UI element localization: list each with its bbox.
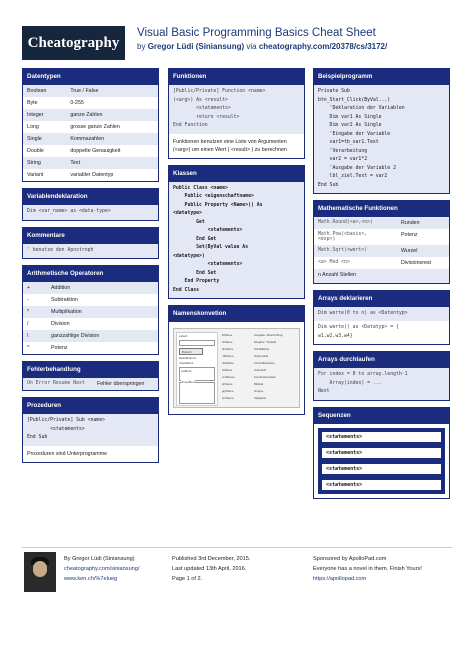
cheatography-logo[interactable]: Cheatography [22, 26, 125, 60]
table-row [314, 217, 449, 229]
cell: * [23, 306, 47, 318]
cell: Integer [23, 109, 66, 121]
section-funktionen [168, 68, 305, 159]
code-block: ' benutze den Apostroph [23, 244, 158, 259]
section-title: Variablendeklaration [23, 188, 158, 205]
sequence-diagram [318, 428, 445, 494]
thumb-text: Taktgeber [254, 396, 267, 400]
section-title: Mathematische Funktionen [314, 200, 449, 217]
cell: / [23, 318, 47, 330]
table-row [23, 133, 158, 145]
thumb-text: Eingabe / Textfeld [254, 340, 277, 344]
footer-profile-link[interactable]: cheatography.com/siniansung/ [64, 566, 140, 572]
column-1 [22, 68, 159, 469]
thumb-text: tmrName [222, 396, 234, 400]
thumb-text: lstName [222, 368, 233, 372]
section-datentypen [22, 68, 159, 182]
code-block: For index = 0 to array.length-1 Array(index) = ... Next [314, 368, 449, 400]
thumb-groupbox: GroupBox1 [179, 382, 215, 404]
code-block: [Public/Private] Sub <name> <statements> End Sub [23, 414, 158, 446]
footer-sponsor-name[interactable]: Sponsored by ApolloPad.com [313, 556, 387, 562]
code-block: Public Class <name> Public <eigenschaftname> Public Property <Name>() As <datatype> Get <statements> End Get Set(ByVal value As <datatype>) <statements> End Set End Property End Class [169, 182, 304, 299]
thumb-text: Listenfeld [254, 368, 266, 372]
section-fehlerbehandlung [22, 361, 159, 391]
section-prozeduren [22, 397, 159, 463]
footer-sponsor [313, 554, 422, 584]
code-block: Dim werte() as <Datatyp> = { w1,w2,w3,w4} [314, 321, 449, 344]
cell: - [23, 294, 47, 306]
table-row [23, 157, 158, 169]
thumb-listbox: ListBox1 [179, 367, 215, 381]
cell: Math.Sqrt(<wert>) [314, 245, 397, 257]
section-title: Sequenzen [314, 407, 449, 424]
table-row [23, 342, 158, 354]
footer-page: Page 1 of 2. [172, 576, 203, 582]
column-3 [313, 68, 450, 505]
cell: ganzzahlige Division [47, 330, 158, 342]
byline [137, 42, 387, 51]
thumb-label: CheckBox1 [179, 361, 194, 365]
thumb-button: Button1 [179, 348, 203, 355]
footer-updated: Last updated 13th April, 2016. [172, 566, 247, 572]
code-block: Private Sub btn_Start_Click(ByVal...) 'Deklaration der Variablen Dim var1 As Single Dim var2 As Single 'Eingabe der Variable var1=tb_var1.Text 'Verarbeitung var2 = var1*2 'Ausgabe der Variable 2 lbl_ziel.Text = var2 End Sub [314, 85, 449, 193]
cell: Addition [47, 282, 158, 294]
thumb-text: lblName [222, 333, 233, 337]
footer-divider [22, 547, 452, 548]
fehler-table [23, 378, 158, 390]
thumb-text: Optionsfeld [254, 354, 269, 358]
operatoren-table [23, 282, 158, 354]
author-avatar[interactable] [24, 552, 56, 592]
cell: Divisionsrest [397, 257, 449, 269]
cell: Single [23, 133, 66, 145]
section-note: Funktionen benutzen eine Liste von Argumenten (<arg>) um einen Wert ( <result> ) zu berechnen [169, 134, 304, 158]
footer-website-link[interactable]: www.ken.ch/%7elueg [64, 576, 118, 582]
cell: doppelte Genauigkeit [66, 145, 158, 157]
form-preview [176, 332, 218, 406]
thumb-text: pbName [222, 382, 233, 386]
thumb-text: Kontrollkästchen [254, 361, 275, 365]
section-title: Funktionen [169, 68, 304, 85]
cell: Wurzel [397, 245, 449, 257]
cell: Runden [397, 217, 449, 229]
thumb-text: Gruppe [254, 389, 264, 393]
table-row [23, 97, 158, 109]
footer-author [64, 554, 139, 584]
cell: Math.Pow(<basis>, <exp>) [314, 229, 397, 245]
via-text: via [246, 42, 257, 51]
cell: On Error Resume Next [23, 378, 93, 390]
section-title: Klassen [169, 165, 304, 182]
cell: Division [47, 318, 158, 330]
section-sequenzen [313, 407, 450, 499]
cell: ^ [23, 342, 47, 354]
thumb-text: chkName [222, 361, 234, 365]
section-beispielprogramm [313, 68, 450, 194]
table-row [23, 109, 158, 121]
table-row [23, 85, 158, 97]
footer-sponsor-link[interactable]: https://apollopad.com [313, 576, 367, 582]
section-namenskonvetion [168, 305, 305, 415]
cell: Kommazahlen [66, 133, 158, 145]
table-row [23, 294, 158, 306]
code-block: Dim werte(0 to n) as <Datentyp> [314, 307, 449, 322]
section-title: Beispielprogramm [314, 68, 449, 85]
code-block: [Public/Private] Function <name> (<arg>) As <result> <statements> return <result> End Function [169, 85, 304, 134]
cell: Potenz [397, 229, 449, 245]
section-title: Fehlerbehandlung [23, 361, 158, 378]
footer-tagline: Everyone has a novel in them. Finish Yours! [313, 566, 422, 572]
datentypen-table [23, 85, 158, 181]
section-arrays [313, 290, 450, 346]
thumb-textbox [179, 340, 215, 346]
cell: ganze Zahlen [66, 109, 158, 121]
naming-screenshot [173, 328, 300, 408]
table-row [23, 330, 158, 342]
cell: 0-255 [66, 97, 158, 109]
cell: True / False [66, 85, 158, 97]
thumb-text: btnName [222, 347, 234, 351]
cell: Variant [23, 169, 66, 181]
section-title: Arrays deklarieren [314, 290, 449, 307]
thumb-text: txtName [222, 340, 233, 344]
section-variablendeklaration [22, 188, 159, 221]
section-title: Datentypen [23, 68, 158, 85]
footer-publication [172, 554, 250, 584]
cell: variabler Datentyp [66, 169, 158, 181]
cell: <a> Mod <n> [314, 257, 397, 269]
sequence-step: <statements> [321, 463, 442, 475]
section-klassen [168, 165, 305, 300]
section-title: Kommentare [23, 227, 158, 244]
section-note: n Anzahl Stellen [314, 269, 449, 283]
thumb-label: RadioButton1 [179, 356, 196, 360]
section-title: Arithmetische Operatoren [23, 265, 158, 282]
thumb-text: Schaltfläche [254, 347, 270, 351]
cell: Double [23, 145, 66, 157]
cell: Text [66, 157, 158, 169]
thumb-text: grpName [222, 389, 234, 393]
table-row [314, 257, 449, 269]
table-row [23, 378, 158, 390]
table-row [23, 121, 158, 133]
cell: Multiplikation [47, 306, 158, 318]
thumb-text: cmbName [222, 375, 235, 379]
section-note: Prozeduren sind Unterprogramme [23, 446, 158, 462]
cell: Subtraktion [47, 294, 158, 306]
sequence-step: <statements> [321, 479, 442, 491]
footer-published: Published 3rd December, 2015. [172, 556, 251, 562]
thumb-text: Kombinationsfeld [254, 375, 276, 379]
math-table [314, 217, 449, 269]
cell: \ [23, 330, 47, 342]
thumb-text: rdbName [222, 354, 234, 358]
table-row [23, 282, 158, 294]
thumb-text: Bildfeld [254, 382, 264, 386]
cell: Boolean [23, 85, 66, 97]
table-row [23, 306, 158, 318]
table-row [314, 229, 449, 245]
section-durchlaufen [313, 351, 450, 401]
table-row [23, 145, 158, 157]
author-link[interactable]: Gregor Lüdi (Siniansung) [147, 42, 245, 51]
cell: Fehler überspringen [93, 378, 158, 390]
cell: grosse ganze Zahlen [66, 121, 158, 133]
table-row [23, 169, 158, 181]
by-prefix: by [137, 42, 146, 51]
cell: Potenz [47, 342, 158, 354]
cell: Long [23, 121, 66, 133]
code-block: Dim <var_name> as <data-type> [23, 205, 158, 220]
section-title: Prozeduren [23, 397, 158, 414]
section-title: Namenskonvetion [169, 305, 304, 322]
section-title: Arrays durchlaufen [314, 351, 449, 368]
cell: String [23, 157, 66, 169]
table-row [23, 318, 158, 330]
cell: + [23, 282, 47, 294]
sequence-step: <statements> [321, 431, 442, 443]
avatar-face [33, 561, 47, 577]
section-kommentare [22, 227, 159, 260]
page-title: Visual Basic Programming Basics Cheat Sheet [137, 27, 376, 39]
thumb-text: Ausgabe / Beschriftung [254, 333, 283, 337]
sheet-url[interactable]: cheatography.com/20378/cs/3172/ [258, 42, 388, 51]
section-mathematische [313, 200, 450, 284]
cell: Byte [23, 97, 66, 109]
cell: Math.Round(<a>,<n>) [314, 217, 397, 229]
table-row [314, 245, 449, 257]
section-operatoren [22, 265, 159, 355]
sequence-step: <statements> [321, 447, 442, 459]
thumb-label: Label1 [179, 334, 188, 338]
footer-by-author: By Gregor Lüdi (Siniansung) [64, 556, 135, 562]
column-2 [168, 68, 305, 421]
